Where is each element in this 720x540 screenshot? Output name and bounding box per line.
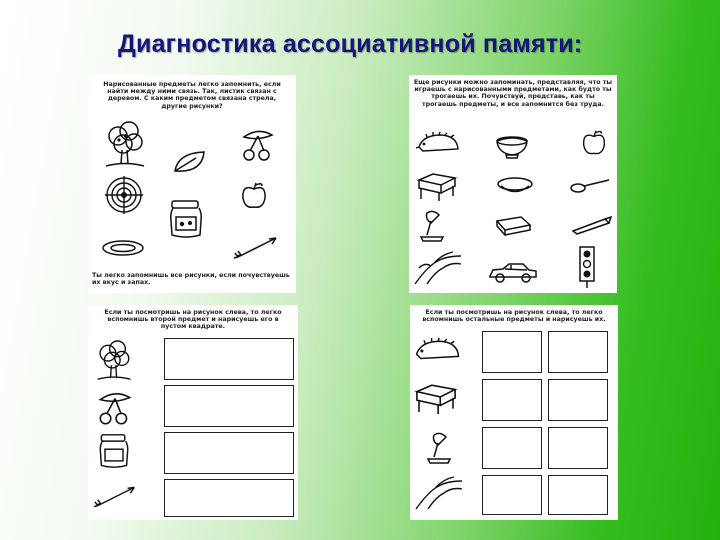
traffic-light-icon — [575, 245, 599, 289]
answer-box[interactable] — [482, 427, 542, 469]
answer-box[interactable] — [164, 432, 294, 474]
answer-box[interactable] — [164, 338, 294, 380]
answer-box[interactable] — [482, 379, 542, 421]
answer-box[interactable] — [548, 427, 608, 469]
lamp-icon — [424, 429, 460, 465]
jam-jar-icon — [96, 431, 132, 471]
worksheet-instructions: Еще рисунки можно запоминать, представляя, что ты играешь с нарисованными предметами, как будто ты трогаешь их. Почувствуй, представь, как ты трогаешь предметы, и все запомнится без труда. — [413, 79, 613, 108]
hedgehog-icon — [412, 337, 462, 365]
spoon-icon — [569, 175, 611, 197]
apple-icon — [579, 127, 609, 159]
target-icon — [104, 175, 144, 215]
answer-box[interactable] — [164, 479, 294, 517]
plate-icon — [100, 237, 146, 259]
answer-box[interactable] — [482, 331, 542, 373]
worksheet-recall-pair — [88, 305, 298, 520]
worksheet-instructions: Если ты посмотришь на рисунок слева, то легко вспомнишь остальные предметы и нарисуешь их. — [422, 309, 606, 324]
answer-box[interactable] — [548, 379, 608, 421]
cherries-icon — [238, 127, 278, 163]
soup-plate-icon — [495, 175, 535, 197]
answer-box[interactable] — [548, 475, 608, 515]
answer-box[interactable] — [164, 385, 294, 427]
leaf-icon — [172, 149, 208, 179]
cherries-icon — [94, 389, 136, 427]
slide-title: Диагностика ассоциативной памяти: — [118, 30, 583, 58]
answer-box[interactable] — [548, 331, 608, 373]
worksheet-pictures-memory — [88, 75, 296, 293]
table-icon — [415, 170, 459, 202]
worksheet-touch-memory — [409, 75, 617, 293]
worksheet-instructions: Если ты посмотришь на рисунок слева, то легко вспомнишь второй предмет и нарисуешь его в пустом квадрате. — [104, 309, 282, 331]
worksheet-recall-set — [410, 305, 618, 520]
answer-box[interactable] — [482, 475, 542, 515]
arrow-icon — [92, 481, 142, 511]
car-icon — [487, 261, 539, 285]
tree-icon — [102, 120, 148, 170]
book-icon — [493, 213, 533, 239]
jam-jar-icon — [166, 197, 206, 241]
lamp-icon — [417, 207, 453, 243]
apple-icon — [238, 180, 270, 212]
hedgehog-icon — [415, 131, 461, 157]
tree-icon — [94, 339, 134, 383]
worksheet-footer: Ты легко запомнишь все рисунки, если почувствуешь их вкус и запах. — [92, 272, 290, 287]
road-icon — [414, 475, 464, 511]
table-icon — [412, 381, 460, 415]
road-icon — [413, 250, 463, 286]
pencil-icon — [569, 215, 613, 235]
bowl-icon — [493, 131, 531, 159]
arrow-icon — [232, 233, 284, 261]
worksheet-instructions: Нарисованные предметы легко запомнить, если найти между ними связь. Так, листик связан с деревом. С каким предметом связана стрела, другие рисунки? — [103, 81, 281, 110]
